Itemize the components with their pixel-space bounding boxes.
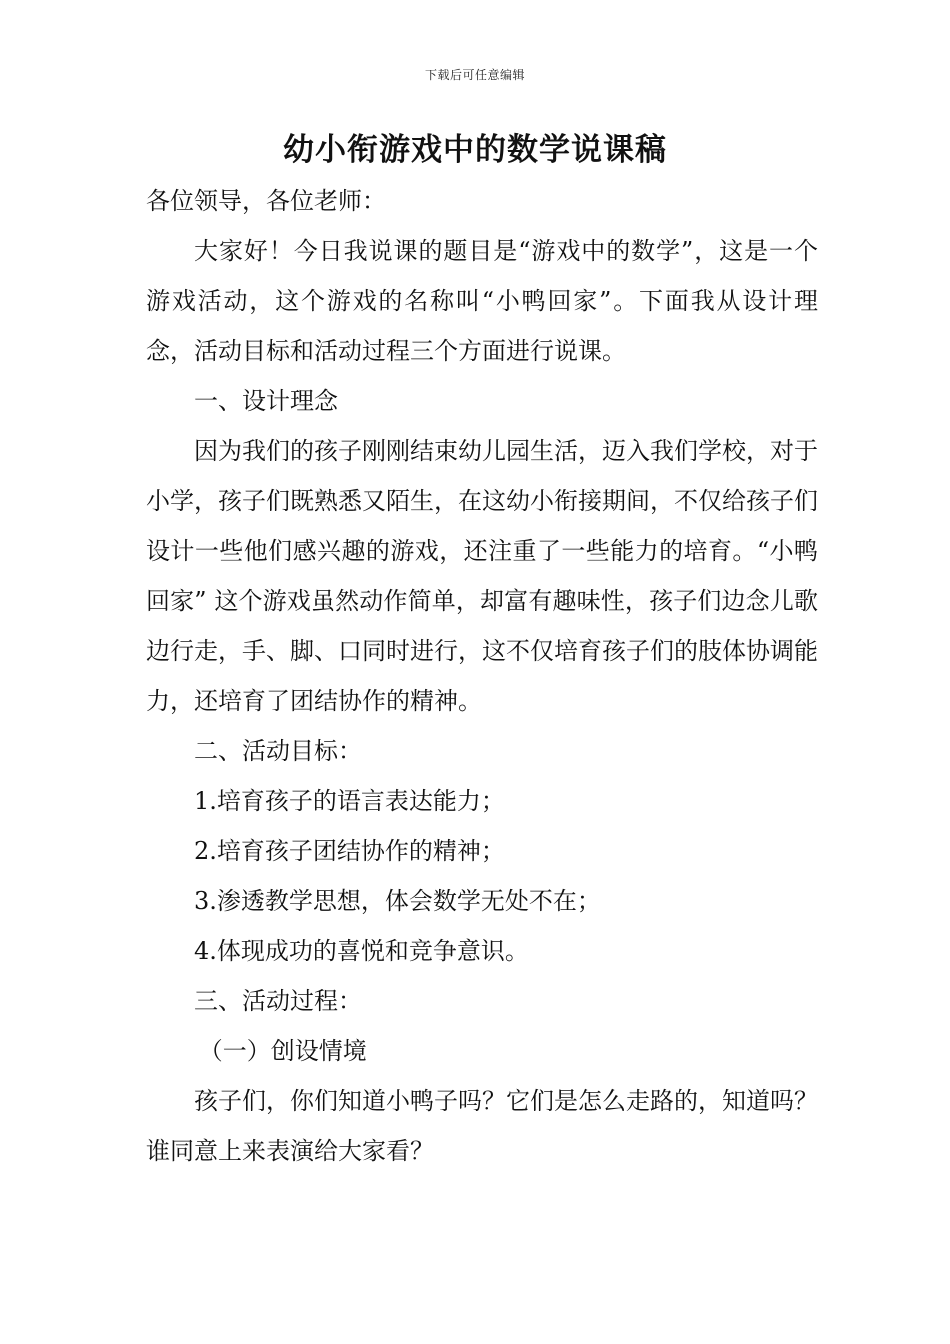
goal-item-3: 3.渗透教学思想，体会数学无处不在； (194, 887, 601, 915)
design-concept-paragraph: 因为我们的孩子刚刚结束幼儿园生活，迈入我们学校，对于小学，孩子们既熟悉又陌生，在这幼小衔接期间，不仅给孩子们设计一些他们感兴趣的游戏，还注重了一些能力的培育。“小鸭回家” 这个游戏虽然动作简单，却富有趣味性，孩子们边念儿歌边行走，手、脚、口同时进行，这不仅培育孩子们的肢体协调能力，还培育了团结协作的精神。 (146, 437, 818, 715)
section-heading-activity-process: 三、活动过程： (194, 987, 362, 1015)
document-body (146, 176, 818, 1176)
section-heading-design-concept: 一、设计理念 (194, 387, 338, 415)
subsection-heading-create-scenario: （一）创设情境 (198, 1037, 367, 1065)
header-note: 下载后可任意编辑 (424, 68, 525, 82)
goal-item-1: 1.培育孩子的语言表达能力； (194, 787, 505, 815)
create-scenario-paragraph: 孩子们，你们知道小鸭子吗？它们是怎么走路的，知道吗？谁同意上来表演给大家看？ (146, 1087, 818, 1165)
goal-item-2: 2.培育孩子团结协作的精神； (194, 837, 505, 865)
goal-item-4: 4.体现成功的喜悦和竞争意识。 (194, 937, 529, 965)
document-title: 幼小衔游戏中的数学说课稿 (283, 132, 667, 168)
intro-paragraph: 大家好！今日我说课的题目是“游戏中的数学”，这是一个游戏活动，这个游戏的名称叫“小鸭回家”。下面我从设计理念，活动目标和活动过程三个方面进行说课。 (146, 237, 818, 365)
section-heading-activity-goals: 二、活动目标： (194, 737, 362, 765)
greeting-paragraph: 各位领导，各位老师： (146, 187, 386, 215)
